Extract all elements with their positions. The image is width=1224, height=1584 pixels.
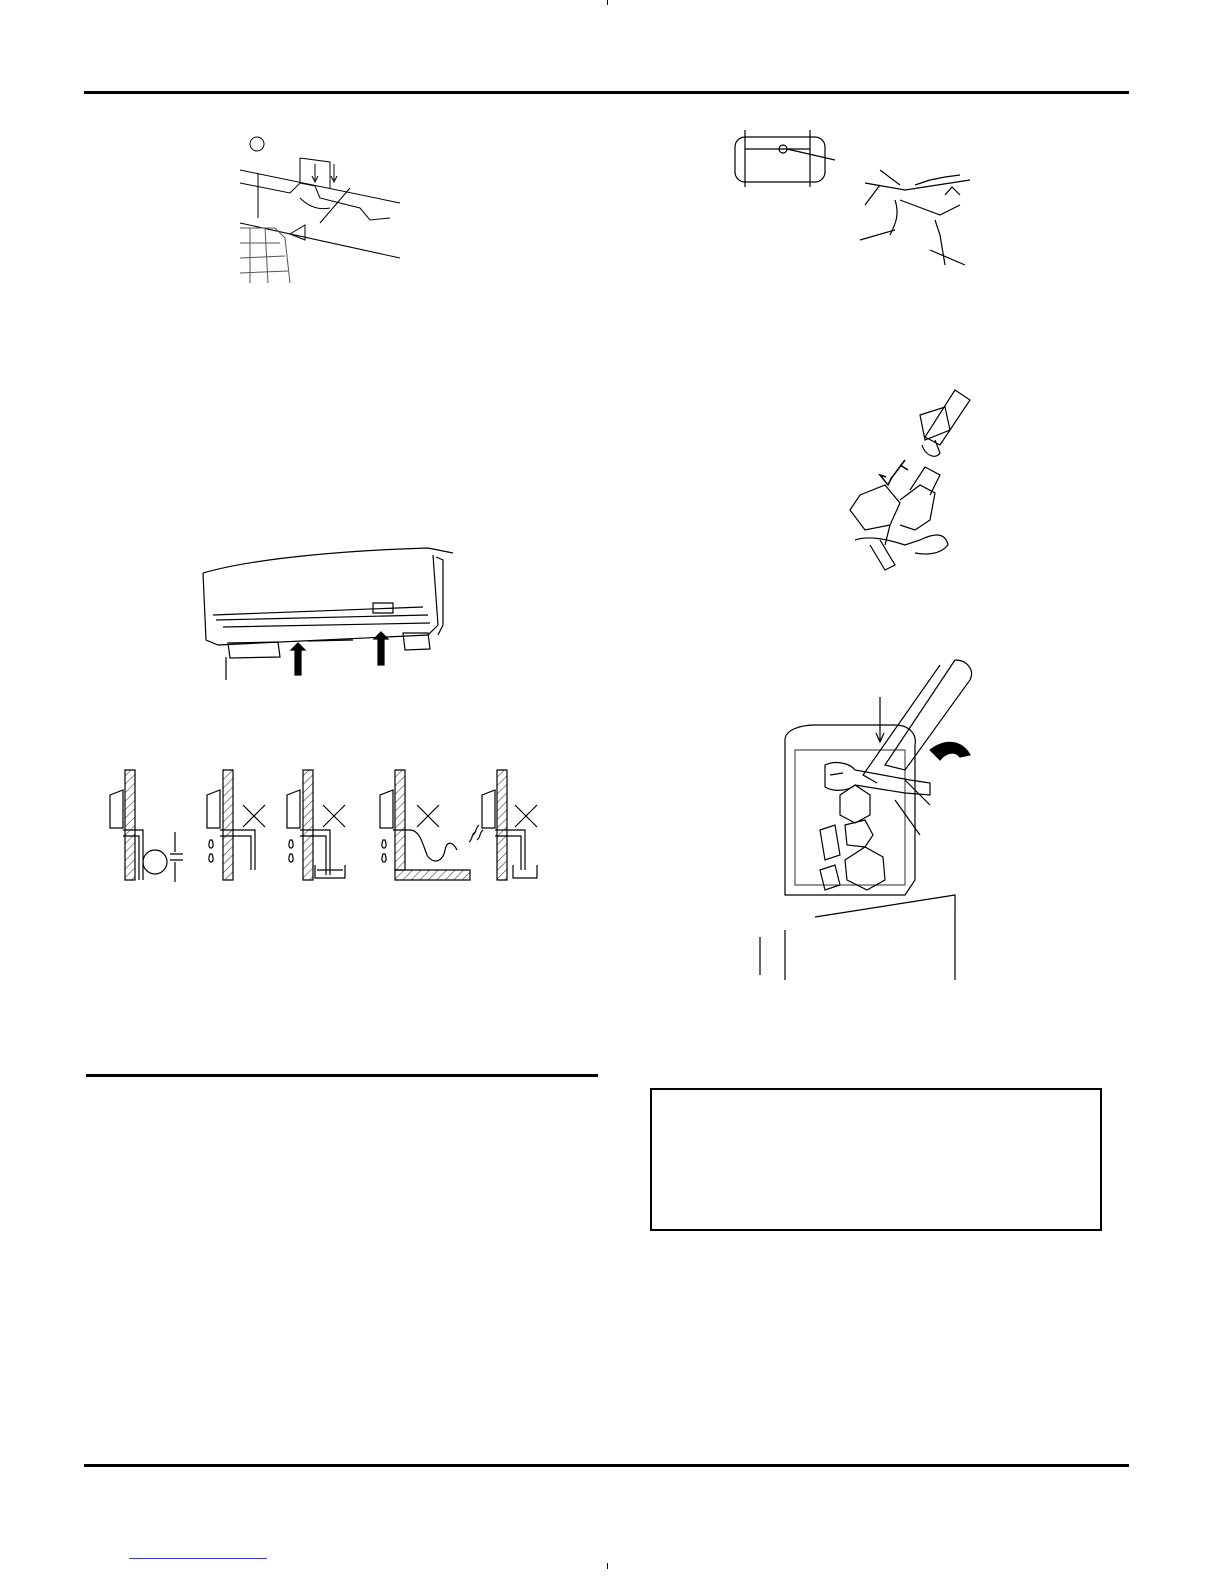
pipe-clamp-icon [730,125,980,275]
footer-rule [84,1464,1129,1467]
flare-nut-connection-icon [830,385,980,580]
note-box [650,1088,1102,1231]
crop-mark-top [607,0,608,5]
indoor-unit-icon [198,545,463,680]
section-divider-rule [86,1074,598,1077]
drain-hose-routing-icon [105,770,545,890]
footer-link-underline[interactable] [129,1558,267,1559]
wrench-tightening-icon [755,655,985,980]
header-rule [84,91,1129,94]
crop-mark-bottom [607,1563,608,1569]
hook-plate-detail-icon [230,128,410,288]
